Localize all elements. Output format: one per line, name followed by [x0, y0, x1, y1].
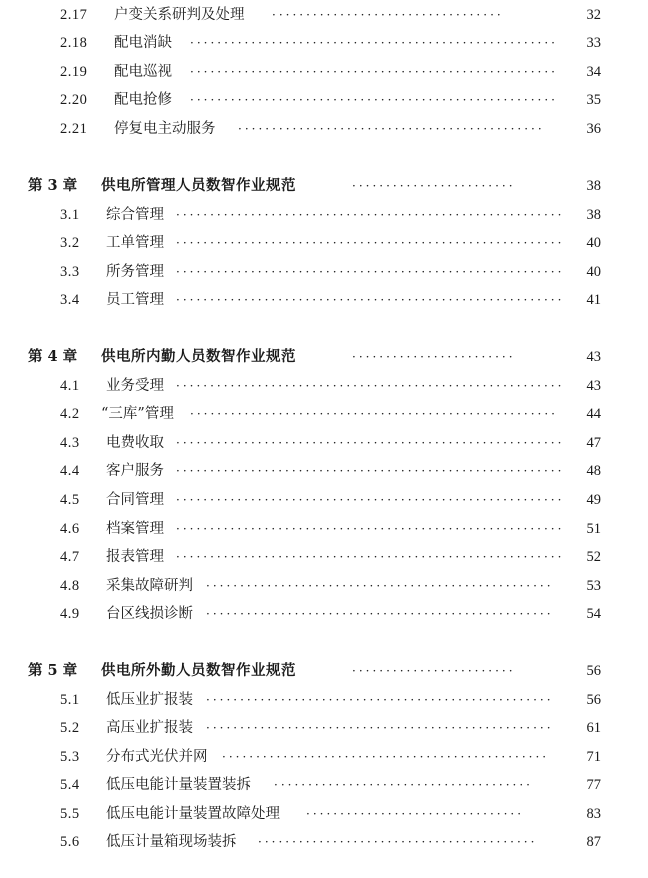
dot-leader: ······················································: [190, 407, 558, 421]
toc-entry-title: 客户服务: [106, 463, 164, 479]
dot-leader: ······················································: [190, 93, 558, 107]
toc-entry-number: 5.2: [60, 720, 80, 736]
toc-entry-page: 49: [586, 492, 601, 508]
toc-entry-title: 高压业扩报装: [106, 720, 193, 736]
toc-chapter-page: 38: [586, 178, 601, 194]
toc-entry[interactable]: [0, 489, 648, 511]
toc-entry-title: “三库”管理: [101, 406, 174, 422]
toc-entry-number: 3.2: [60, 235, 80, 251]
toc-entry-page: 53: [586, 578, 601, 594]
toc-entry-number: 3.1: [60, 207, 80, 223]
toc-entry-page: 51: [586, 521, 601, 537]
toc-entry-title: 档案管理: [106, 521, 164, 537]
toc-entry-number: 2.20: [60, 92, 88, 108]
toc-chapter-page: 56: [586, 663, 601, 679]
toc-entry-title: 低压计量箱现场装拆: [106, 834, 237, 850]
toc-entry-title: 合同管理: [106, 492, 164, 508]
toc-chapter-number: 第 3 章: [28, 177, 78, 194]
toc-entry[interactable]: [0, 289, 648, 311]
toc-chapter[interactable]: [0, 660, 648, 682]
toc-entry[interactable]: [0, 61, 648, 83]
toc-entry[interactable]: [0, 460, 648, 482]
toc-entry-number: 2.21: [60, 121, 88, 137]
dot-leader: ························: [352, 179, 516, 193]
toc-entry-page: 71: [586, 749, 601, 765]
toc-entry[interactable]: [0, 603, 648, 625]
dot-leader: ·········································: [258, 835, 538, 849]
toc-entry[interactable]: [0, 261, 648, 283]
toc-entry-title: 工单管理: [106, 235, 164, 251]
dot-leader: ·························································: [176, 293, 565, 307]
toc-entry-page: 56: [586, 692, 601, 708]
toc-entry-title: 户变关系研判及处理: [114, 7, 245, 23]
dot-leader: ··································: [272, 8, 504, 22]
toc-entry[interactable]: [0, 375, 648, 397]
toc-entry-number: 4.1: [60, 378, 80, 394]
toc-entry-page: 61: [586, 720, 601, 736]
toc-entry-page: 77: [586, 777, 601, 793]
toc-entry-page: 87: [586, 834, 601, 850]
toc-entry-title: 配电巡视: [114, 64, 172, 80]
dot-leader: ························: [352, 350, 516, 364]
dot-leader: ·············································: [238, 122, 545, 136]
dot-leader: ·························································: [176, 436, 565, 450]
toc-entry-number: 4.6: [60, 521, 80, 537]
toc-chapter-number: 第 4 章: [28, 348, 78, 365]
dot-leader: ·························································: [176, 236, 565, 250]
toc-entry[interactable]: [0, 518, 648, 540]
toc-entry-number: 4.5: [60, 492, 80, 508]
toc-entry[interactable]: [0, 432, 648, 454]
toc-entry-title: 低压电能计量装置故障处理: [106, 806, 280, 822]
toc-entry-number: 4.4: [60, 463, 80, 479]
toc-chapter-title: 供电所外勤人员数智作业规范: [101, 662, 296, 679]
toc-entry-title: 员工管理: [106, 292, 164, 308]
toc-entry[interactable]: [0, 204, 648, 226]
toc-entry[interactable]: [0, 831, 648, 853]
toc-entry-number: 4.2: [60, 406, 80, 422]
toc-entry-number: 4.9: [60, 606, 80, 622]
toc-entry-page: 41: [586, 292, 601, 308]
toc-entry[interactable]: [0, 774, 648, 796]
toc-entry-title: 低压业扩报装: [106, 692, 193, 708]
toc-entry-title: 配电抢修: [114, 92, 172, 108]
toc-entry[interactable]: [0, 803, 648, 825]
dot-leader: ·························································: [176, 379, 565, 393]
toc-entry-title: 所务管理: [106, 264, 164, 280]
toc-entry-number: 3.3: [60, 264, 80, 280]
toc-entry[interactable]: [0, 746, 648, 768]
dot-leader: ·························································: [176, 522, 565, 536]
toc-entry-page: 40: [586, 264, 601, 280]
toc-chapter-number: 第 5 章: [28, 662, 78, 679]
toc-entry[interactable]: [0, 403, 648, 425]
dot-leader: ······················································: [190, 65, 558, 79]
toc-entry-number: 2.18: [60, 35, 88, 51]
toc-entry-page: 48: [586, 463, 601, 479]
dot-leader: ································: [306, 807, 525, 821]
toc-entry-title: 停复电主动服务: [114, 121, 216, 137]
toc-entry-title: 低压电能计量装置装拆: [106, 777, 251, 793]
toc-entry-page: 44: [586, 406, 601, 422]
toc-entry-page: 38: [586, 207, 601, 223]
toc-entry-number: 2.17: [60, 7, 88, 23]
toc-chapter-title: 供电所管理人员数智作业规范: [101, 177, 296, 194]
toc-entry-title: 业务受理: [106, 378, 164, 394]
toc-entry-number: 5.3: [60, 749, 80, 765]
toc-entry-number: 5.6: [60, 834, 80, 850]
dot-leader: ························: [352, 664, 516, 678]
toc-entry-title: 报表管理: [106, 549, 164, 565]
dot-leader: ···················································: [206, 607, 554, 621]
toc-entry-title: 综合管理: [106, 207, 164, 223]
dot-leader: ······················································: [190, 36, 558, 50]
toc-entry-page: 34: [586, 64, 601, 80]
toc-chapter-page: 43: [586, 349, 601, 365]
toc-entry[interactable]: [0, 575, 648, 597]
toc-entry-title: 台区线损诊断: [106, 606, 193, 622]
dot-leader: ·························································: [176, 550, 565, 564]
toc-entry-number: 5.4: [60, 777, 80, 793]
toc-entry-page: 35: [586, 92, 601, 108]
toc-entry-page: 32: [586, 7, 601, 23]
toc-chapter[interactable]: [0, 346, 648, 368]
toc-entry-number: 2.19: [60, 64, 88, 80]
toc-entry-page: 40: [586, 235, 601, 251]
toc-entry-number: 4.3: [60, 435, 80, 451]
toc-entry-page: 43: [586, 378, 601, 394]
toc-entry[interactable]: [0, 232, 648, 254]
toc-entry[interactable]: [0, 689, 648, 711]
toc-chapter-title: 供电所内勤人员数智作业规范: [101, 348, 296, 365]
toc-entry[interactable]: [0, 717, 648, 739]
dot-leader: ················································: [222, 750, 550, 764]
toc-entry-number: 5.5: [60, 806, 80, 822]
toc-entry-number: 4.7: [60, 549, 80, 565]
dot-leader: ···················································: [206, 579, 554, 593]
toc-entry-title: 配电消缺: [114, 35, 172, 51]
dot-leader: ···················································: [206, 721, 554, 735]
toc-entry-title: 采集故障研判: [106, 578, 193, 594]
toc-entry-page: 47: [586, 435, 601, 451]
toc-entry-title: 电费收取: [106, 435, 164, 451]
dot-leader: ·························································: [176, 464, 565, 478]
toc-entry[interactable]: [0, 546, 648, 568]
toc-entry-page: 83: [586, 806, 601, 822]
dot-leader: ·························································: [176, 493, 565, 507]
toc-entry[interactable]: [0, 89, 648, 111]
toc-entry-number: 4.8: [60, 578, 80, 594]
toc-entry[interactable]: [0, 4, 648, 26]
dot-leader: ·························································: [176, 208, 565, 222]
dot-leader: ···················································: [206, 693, 554, 707]
dot-leader: ······································: [274, 778, 533, 792]
toc-entry-number: 3.4: [60, 292, 80, 308]
toc-entry-page: 36: [586, 121, 601, 137]
toc-entry-page: 52: [586, 549, 601, 565]
toc-entry[interactable]: [0, 118, 648, 140]
toc-entry[interactable]: [0, 32, 648, 54]
toc-entry-page: 33: [586, 35, 601, 51]
toc-entry-title: 分布式光伏并网: [106, 749, 208, 765]
dot-leader: ·························································: [176, 265, 565, 279]
toc-entry-number: 5.1: [60, 692, 80, 708]
toc-chapter[interactable]: [0, 175, 648, 197]
toc-entry-page: 54: [586, 606, 601, 622]
